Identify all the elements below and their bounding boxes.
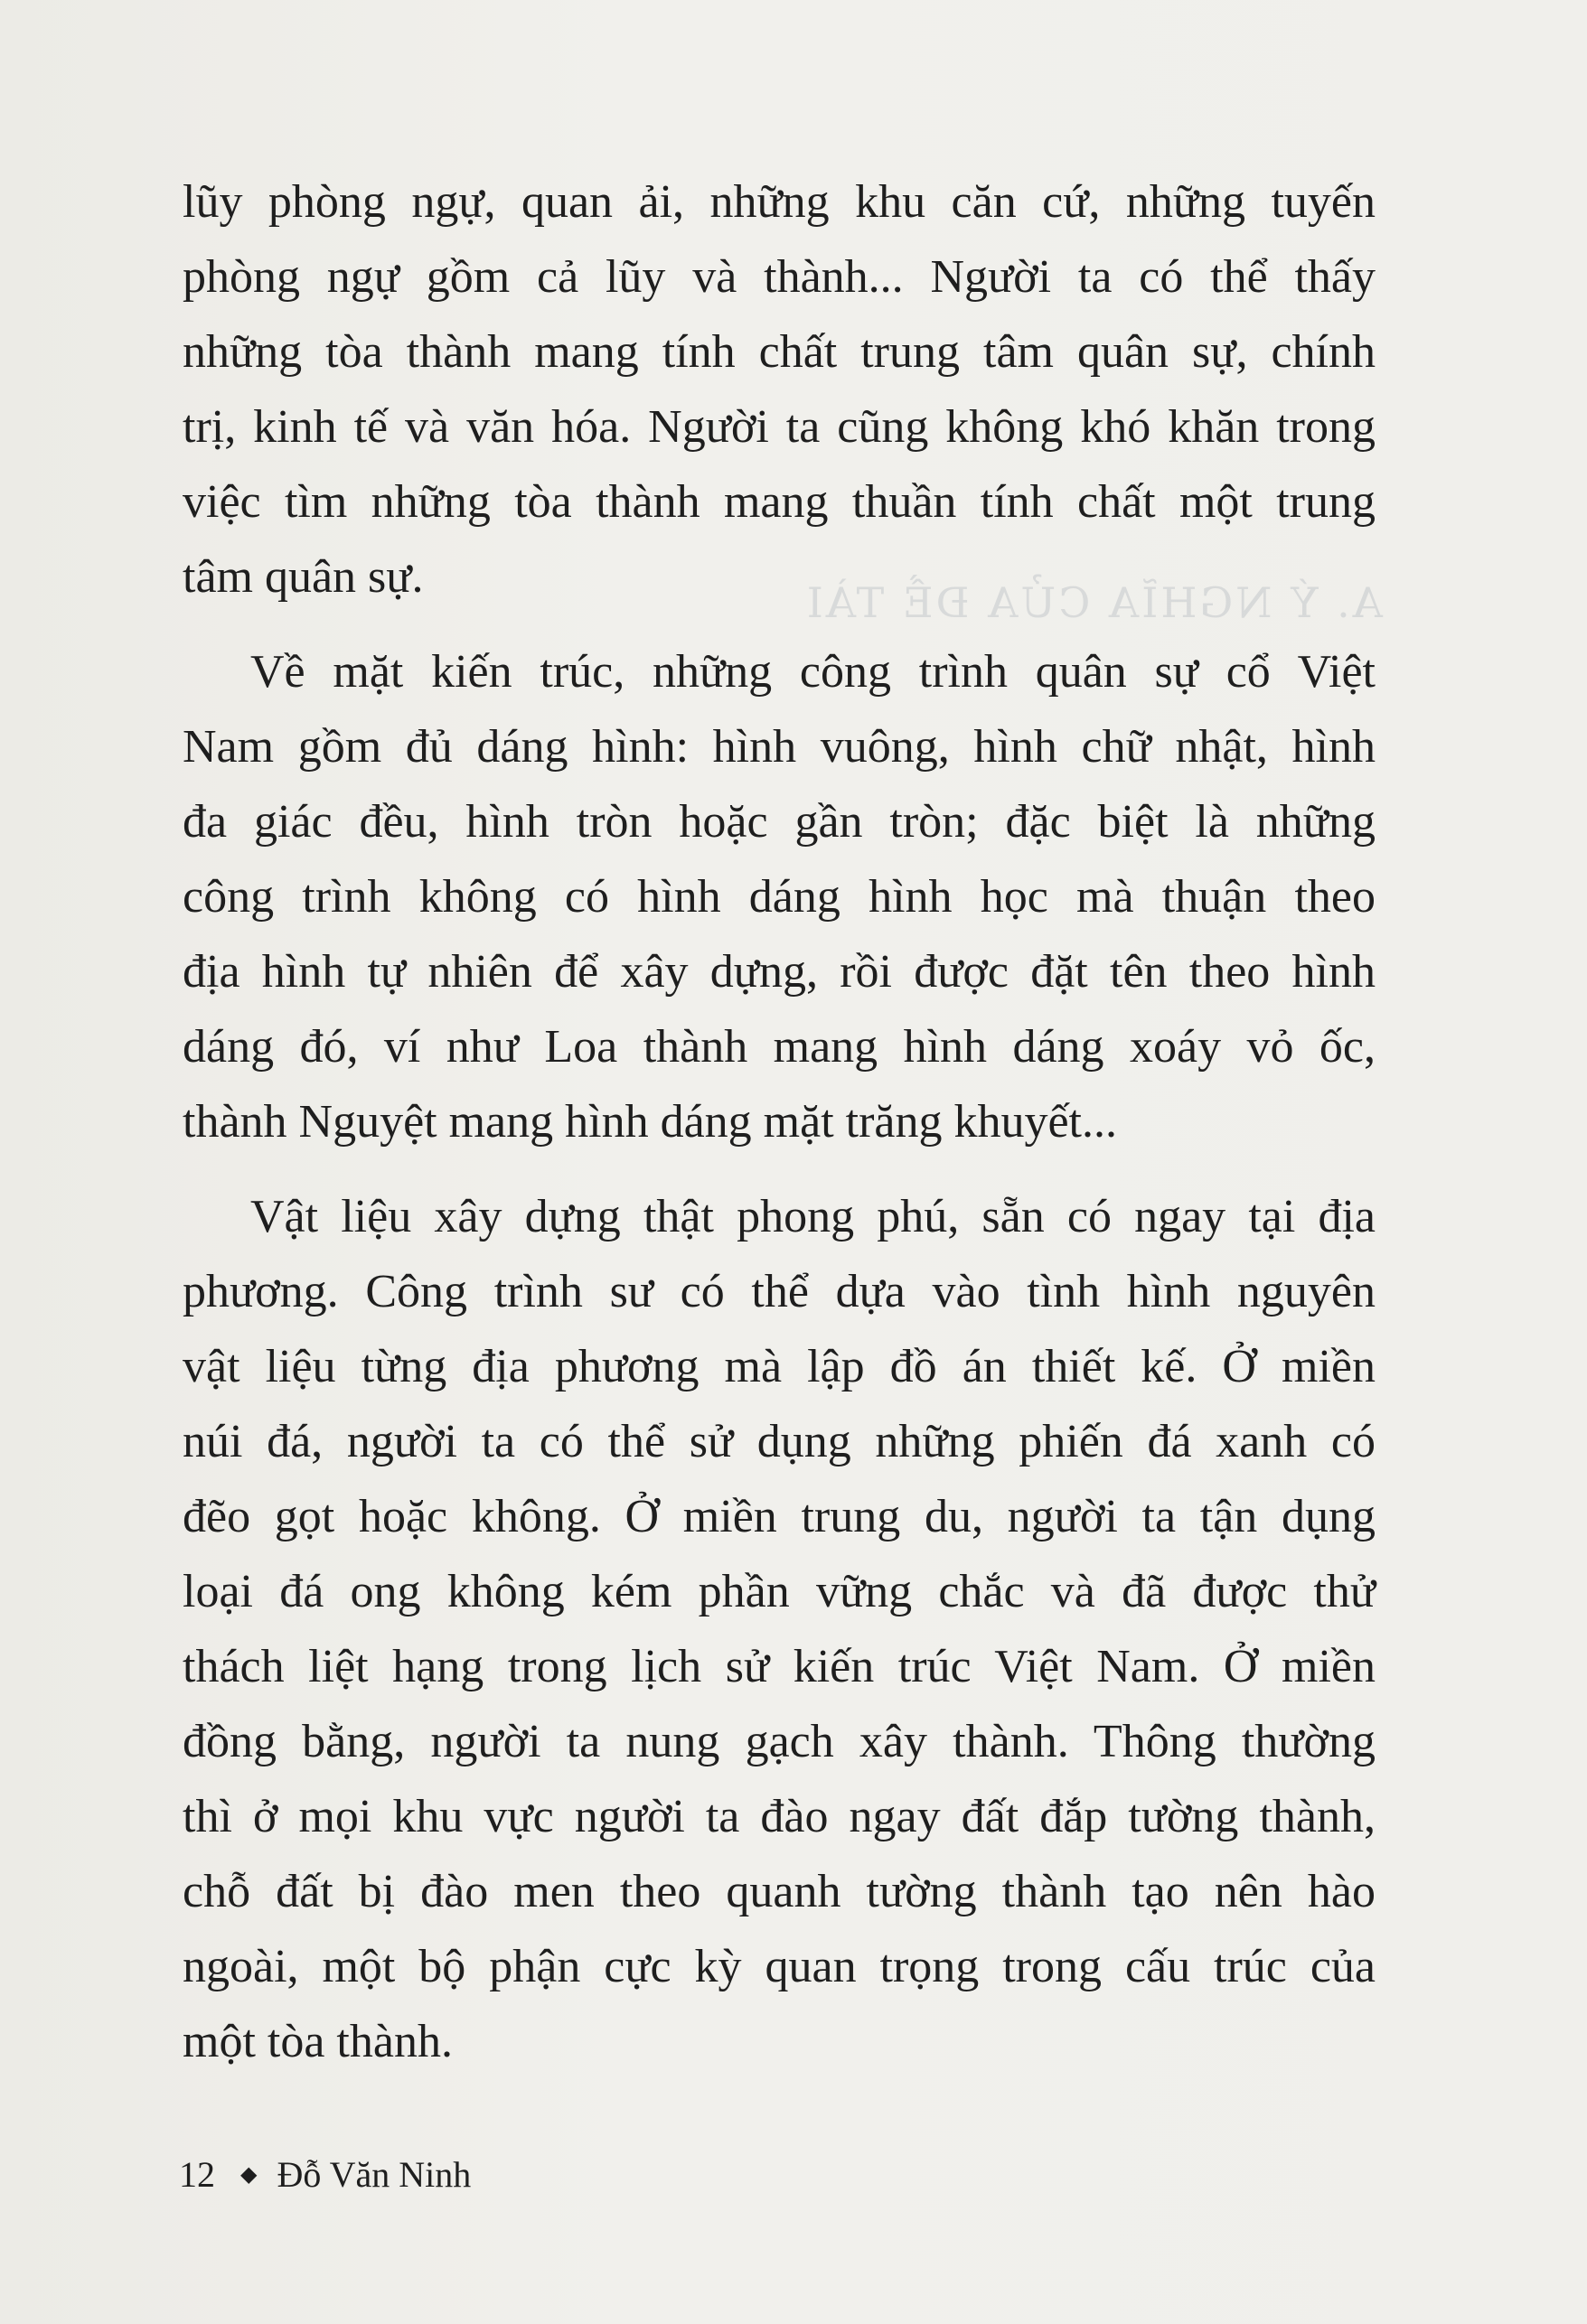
paragraph-2 (183, 634, 1376, 1159)
bleed-through-heading: A. Ý NGHĨA CỦA ĐỀ TÀI (803, 578, 1383, 627)
text-line: lũy phòng ngự, quan ải, những khu căn cứ, những tuyến (183, 176, 1376, 228)
body-text (183, 164, 1376, 2099)
text-line: thách liệt hạng trong lịch sử kiến trúc Việt Nam. Ở miền (183, 1641, 1376, 1692)
text-line: núi đá, người ta có thể sử dụng những phiến đá xanh có (183, 1416, 1376, 1467)
text-line: dáng đó, ví như Loa thành mang hình dáng xoáy vỏ ốc, (183, 1021, 1376, 1073)
text-line: thành Nguyệt mang hình dáng mặt trăng khuyết... (183, 1096, 1118, 1148)
paragraph-3 (183, 1179, 1376, 2079)
text-line: Về mặt kiến trúc, những công trình quân sự cổ Việt (250, 646, 1376, 698)
text-line: đồng bằng, người ta nung gạch xây thành. Thông thường (183, 1716, 1376, 1767)
text-line: thì ở mọi khu vực người ta đào ngay đất đắp tường thành, (183, 1791, 1376, 1842)
text-line: việc tìm những tòa thành mang thuần tính chất một trung (183, 476, 1376, 528)
text-line: Nam gồm đủ dáng hình: hình vuông, hình chữ nhật, hình (183, 721, 1376, 773)
paragraph-1 (183, 164, 1376, 614)
text-line: vật liệu từng địa phương mà lập đồ án thiết kế. Ở miền (183, 1341, 1376, 1392)
text-line: công trình không có hình dáng hình học mà thuận theo (183, 871, 1376, 923)
text-line: những tòa thành mang tính chất trung tâm quân sự, chính (183, 326, 1376, 378)
text-line: Vật liệu xây dựng thật phong phú, sẵn có ngay tại địa (250, 1191, 1376, 1242)
page-number: 12 (179, 2154, 215, 2195)
text-line: đa giác đều, hình tròn hoặc gần tròn; đặc biệt là những (183, 796, 1376, 848)
text-line: đẽo gọt hoặc không. Ở miền trung du, người ta tận dụng (183, 1491, 1376, 1542)
text-line: chỗ đất bị đào men theo quanh tường thành tạo nên hào (183, 1866, 1376, 1917)
text-line: loại đá ong không kém phần vững chắc và đã được thử (183, 1566, 1376, 1617)
text-line: địa hình tự nhiên để xây dựng, rồi được đặt tên theo hình (183, 946, 1376, 998)
author-name: Đỗ Văn Ninh (277, 2154, 472, 2195)
text-line: phòng ngự gồm cả lũy và thành... Người ta có thể thấy (183, 251, 1376, 303)
page-footer (179, 2153, 471, 2196)
text-line: trị, kinh tế và văn hóa. Người ta cũng không khó khăn trong (183, 401, 1376, 453)
text-line: phương. Công trình sư có thể dựa vào tình hình nguyên (183, 1266, 1376, 1317)
text-line: một tòa thành. (183, 2016, 453, 2067)
diamond-separator-icon: ◆ (240, 2163, 258, 2187)
text-line: tâm quân sự. (183, 551, 424, 603)
text-line: ngoài, một bộ phận cực kỳ quan trọng trong cấu trúc của (183, 1941, 1376, 1992)
